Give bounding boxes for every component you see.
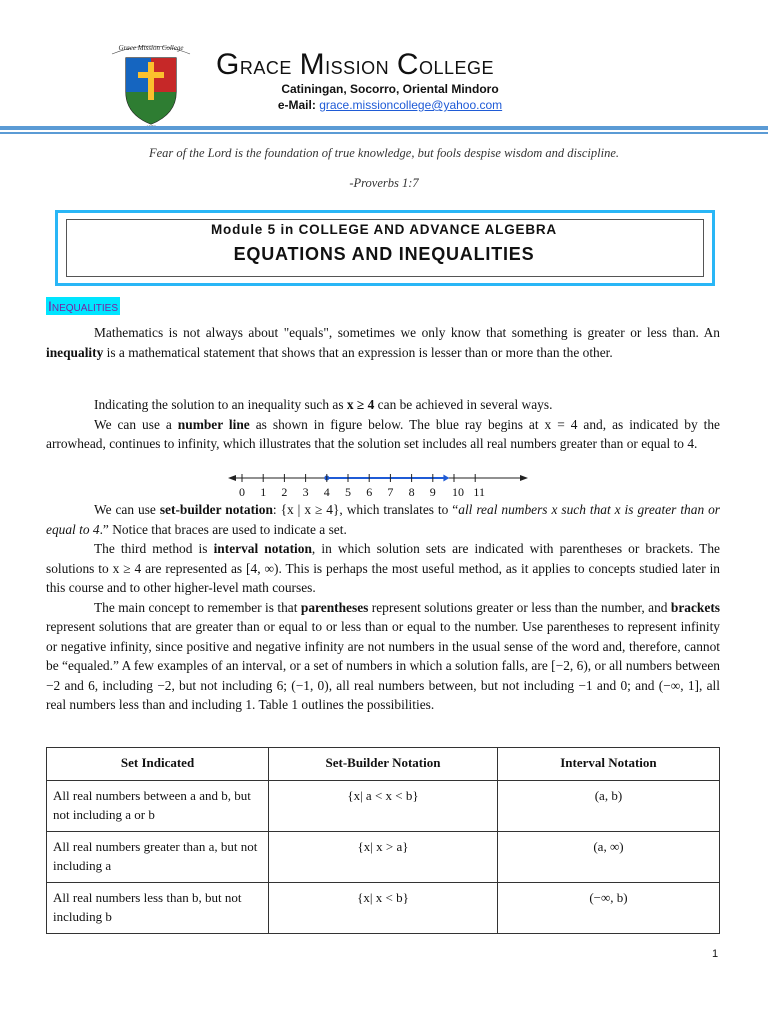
college-seal-icon bbox=[108, 40, 194, 130]
header-divider-thick bbox=[0, 126, 768, 130]
college-address: Catiningan, Socorro, Oriental Mindoro bbox=[281, 82, 499, 96]
number-line-figure bbox=[228, 470, 528, 500]
email-link[interactable]: grace.missioncollege@yahoo.com bbox=[319, 98, 503, 112]
italic-translation: all real numbers x such that x is greater than or equal to 4 bbox=[46, 502, 721, 537]
number-line-label: 5 bbox=[345, 485, 351, 499]
right-arrowhead-icon bbox=[520, 475, 528, 481]
number-line-label: 3 bbox=[302, 485, 309, 499]
text: We can use a bbox=[94, 416, 178, 432]
table-cell: {x| a < x < b} bbox=[269, 781, 498, 832]
table-cell: All real numbers between a and b, but not including a or b bbox=[47, 781, 269, 832]
table-header-cell: Set-Builder Notation bbox=[269, 748, 498, 781]
number-line-label: 7 bbox=[387, 485, 394, 499]
term-set-builder: set-builder notation bbox=[159, 502, 273, 517]
number-line-label: 0 bbox=[239, 485, 245, 499]
table-row bbox=[47, 883, 720, 934]
number-line-label: 2 bbox=[281, 485, 288, 499]
term-inequality: inequality bbox=[46, 344, 104, 360]
college-email-line bbox=[200, 98, 580, 112]
text: .” Notice that braces are used to indicate a set. bbox=[99, 521, 347, 537]
ray-arrowhead-icon bbox=[443, 475, 449, 482]
table-header-cell: Set Indicated bbox=[47, 748, 269, 781]
table-cell: (a, b) bbox=[497, 781, 719, 832]
number-line-label: 4 bbox=[323, 485, 330, 499]
text: : {x | x ≥ 4}, which translates to “ bbox=[272, 502, 459, 517]
term-number-line: number line bbox=[177, 416, 250, 432]
table-header-row bbox=[47, 748, 720, 781]
number-line-label: 8 bbox=[408, 485, 415, 499]
table-cell: {x| x > a} bbox=[269, 832, 498, 883]
paragraph-notations bbox=[46, 500, 720, 715]
number-line-label: 10 bbox=[452, 485, 464, 499]
term-parentheses: parentheses bbox=[300, 599, 369, 615]
bible-reference: -Proverbs 1:7 bbox=[349, 176, 419, 190]
table-cell: {x| x < b} bbox=[269, 883, 498, 934]
text: , in which solution sets are indicated with parentheses or brackets. The solutions to x ≥ 4 are represented as [4, ∞). This is perhaps the most useful method, as it applies to concepts studied later in this course and to other higher-level math courses. bbox=[46, 541, 720, 595]
number-line-label: 11 bbox=[473, 485, 485, 499]
paragraph-ways bbox=[46, 395, 720, 454]
text: Mathematics is not always about "equals", sometimes we only know that something is greater or less than. An bbox=[94, 325, 720, 340]
table-cell: All real numbers greater than a, but not including a bbox=[47, 832, 269, 883]
bible-quote: Fear of the Lord is the foundation of true knowledge, but fools despise wisdom and discipline. bbox=[149, 146, 619, 160]
table-row bbox=[47, 781, 720, 832]
email-label: e-Mail: bbox=[277, 98, 316, 112]
notation-table bbox=[46, 747, 720, 934]
letterhead bbox=[0, 0, 768, 140]
text: Indicating the solution to an inequality such as bbox=[94, 397, 347, 412]
left-arrowhead-icon bbox=[228, 475, 236, 481]
text: as shown in figure below. The blue ray begins at x = 4 and, as indicated by the arrowhead, continues to infinity, which illustrates that the solution set includes all real numbers greater than or equal to 4. bbox=[46, 416, 720, 451]
header-divider-thin bbox=[0, 132, 768, 134]
term-interval-notation: interval notation bbox=[213, 541, 312, 556]
module-subtitle: Module 5 in COLLEGE AND ADVANCE ALGEBRA bbox=[211, 222, 557, 237]
table-cell: (−∞, b) bbox=[497, 883, 719, 934]
text: is a mathematical statement that shows that an expression is lesser than or more than the other. bbox=[103, 344, 613, 360]
text: can be achieved in several ways. bbox=[374, 397, 553, 412]
text: The third method is bbox=[94, 541, 214, 556]
text: We can use bbox=[94, 502, 160, 517]
college-name: Grace Mission College bbox=[216, 48, 495, 81]
number-line-label: 9 bbox=[429, 485, 436, 499]
paragraph-intro bbox=[46, 323, 720, 362]
number-line-label: 1 bbox=[260, 485, 267, 499]
inequality-expression: x ≥ 4 bbox=[346, 397, 375, 412]
table-cell: (a, ∞) bbox=[497, 832, 719, 883]
page-number: 1 bbox=[712, 948, 719, 960]
term-brackets: brackets bbox=[670, 599, 720, 615]
table-header-cell: Interval Notation bbox=[497, 748, 719, 781]
text: The main concept to remember is that bbox=[94, 599, 301, 615]
section-heading-inequalities: Inequalities bbox=[48, 298, 119, 314]
seal-text: Grace Mission College bbox=[118, 44, 184, 52]
module-title: EQUATIONS AND INEQUALITIES bbox=[233, 244, 535, 264]
table-cell: All real numbers less than b, but not including b bbox=[47, 883, 269, 934]
table-row bbox=[47, 832, 720, 883]
text: represent solutions that are greater than or equal to or less than or equal to the number. Use parentheses to represent infinity or negative infinity, since positive and negative infinity are not numbers in the usual sense of the word and, therefore, cannot be “equaled.” A few examples of an interval, or a set of numbers in which a solution falls, are [−2, 6), or all numbers between −2 and 6, including −2, but not including 6; (−1, 0), all real numbers between, but not including −1 and 0; and (−∞, 1], all real numbers less than and including 1. Table 1 outlines the possibilities. bbox=[46, 619, 720, 712]
text: represent solutions greater or less than the number, and bbox=[368, 599, 671, 615]
number-line-label: 6 bbox=[366, 485, 373, 499]
